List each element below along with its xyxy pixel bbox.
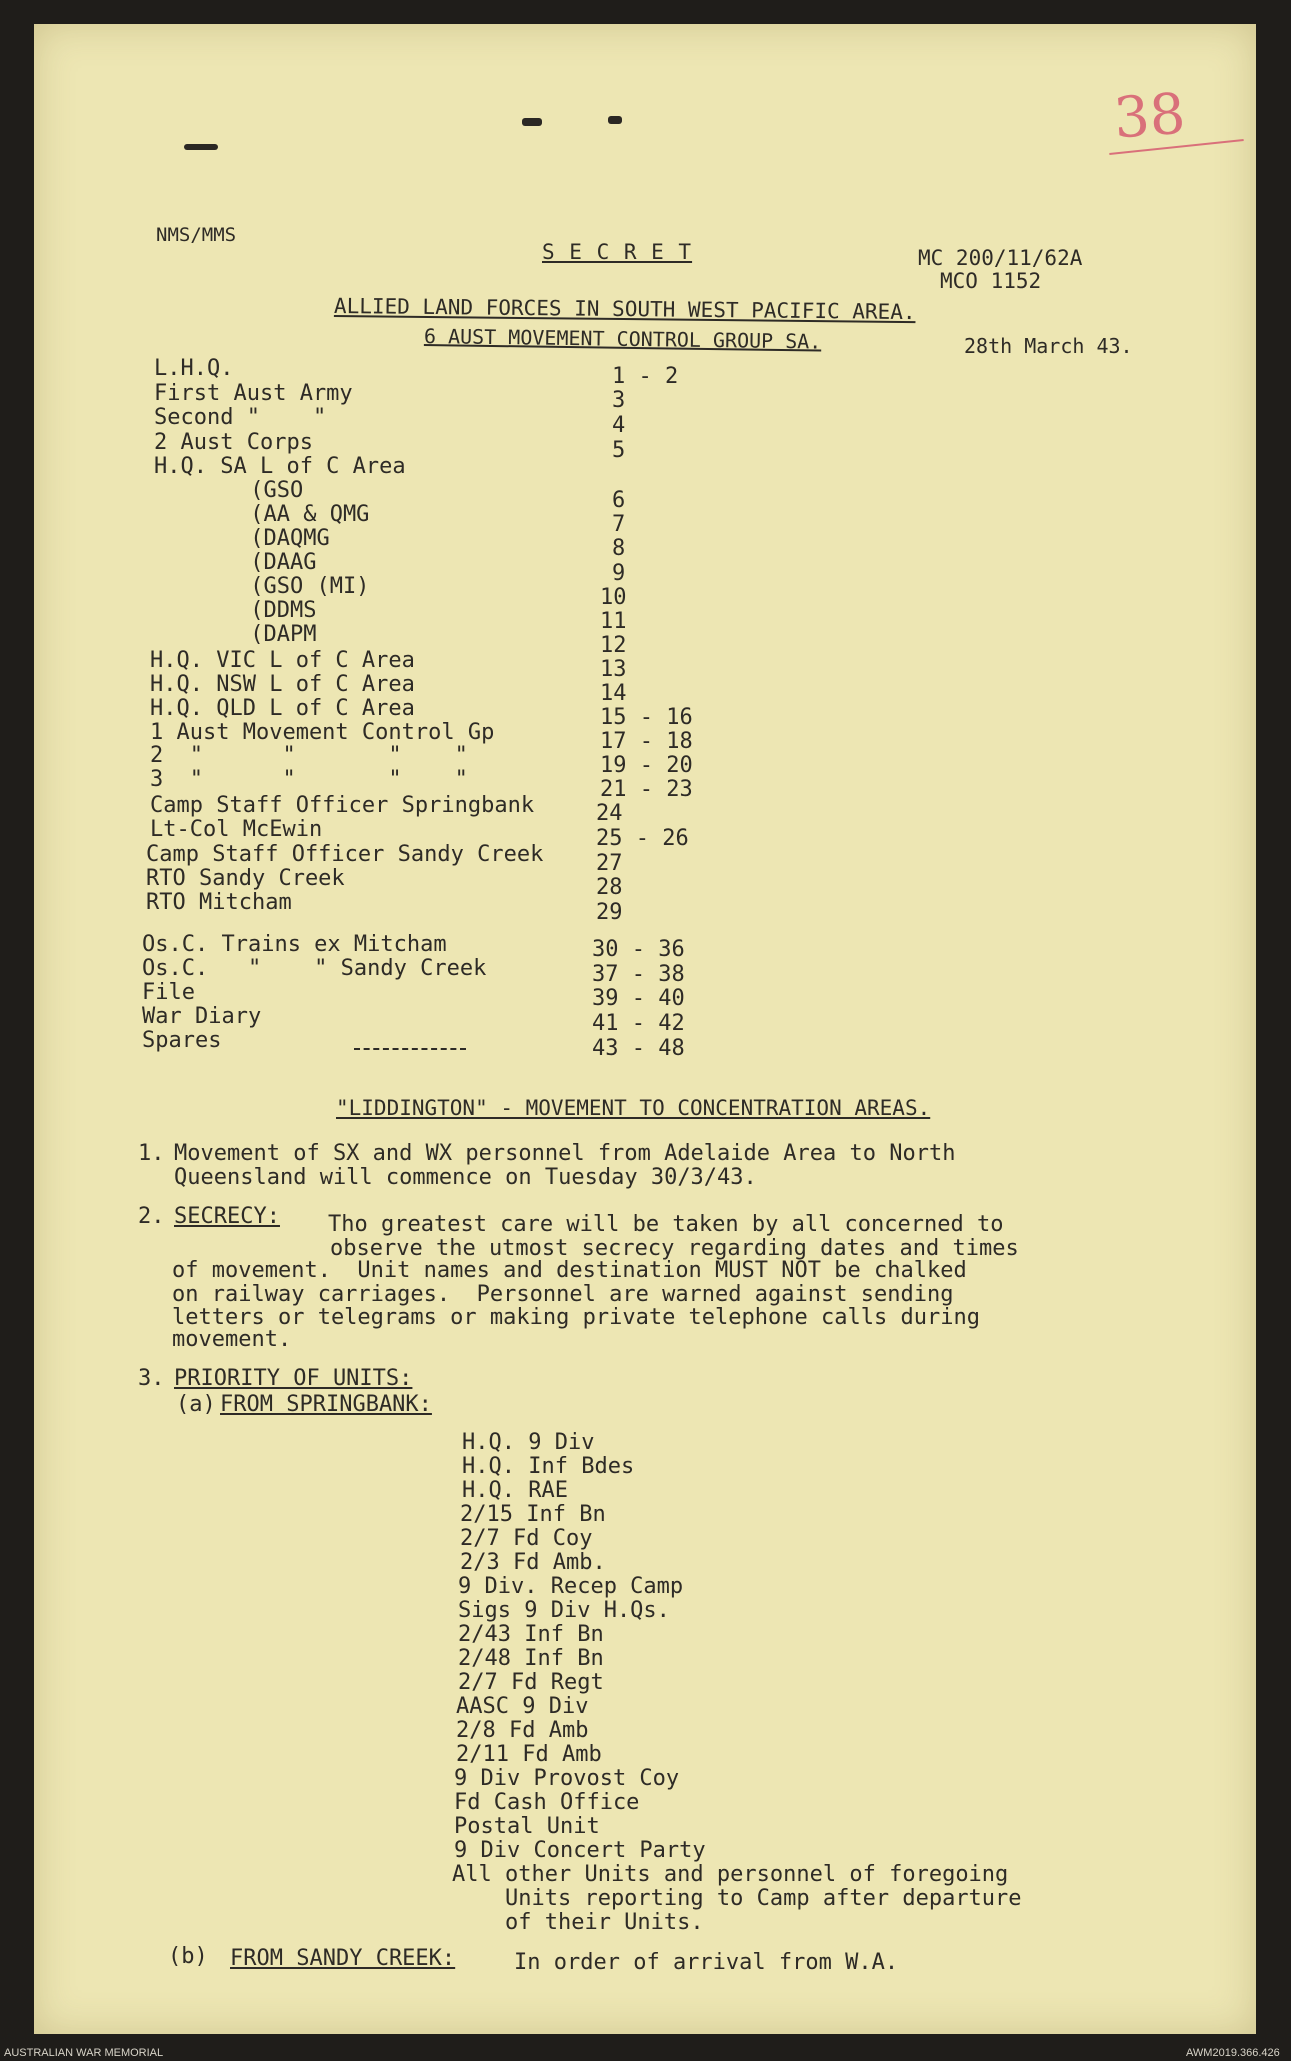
distribution-name: (GSO (MI) <box>184 574 370 599</box>
separator-line <box>354 1048 466 1050</box>
distribution-name: Camp Staff Officer Springbank <box>150 793 535 818</box>
distribution-copies: 4 <box>612 413 626 438</box>
distribution-copies: 8 <box>612 536 626 561</box>
distribution-copies: 17 - 18 <box>600 729 693 754</box>
sub-b-heading: FROM SANDY CREEK: <box>230 1946 456 1971</box>
distribution-copies: 11 <box>600 609 627 634</box>
distribution-name: Lt-Col McEwin <box>150 817 323 842</box>
distribution-name: (GSO <box>184 478 304 503</box>
sub-a-heading: FROM SPRINGBANK: <box>220 1392 432 1417</box>
distribution-copies: 14 <box>600 681 627 706</box>
distribution-name: (DAAG <box>184 550 317 575</box>
unit-item: 2/8 Fd Amb <box>456 1718 589 1743</box>
unit-item: 2/43 Inf Bn <box>458 1622 604 1647</box>
para-2-line: on railway carriages. Personnel are warned against sending <box>172 1282 954 1307</box>
para-2-line: of movement. Unit names and destination MUST NOT be chalked <box>172 1258 967 1283</box>
unit-item: Postal Unit <box>454 1814 600 1839</box>
unit-item: H.Q. RAE <box>462 1478 568 1503</box>
distribution-name: 1 Aust Movement Control Gp <box>150 720 495 745</box>
distribution-name: L.H.Q. <box>154 356 234 381</box>
distribution-name: Os.C. " " Sandy Creek <box>142 956 487 981</box>
distribution-name: Second " " <box>154 405 327 430</box>
staple-mark <box>522 118 542 126</box>
para-1-line: Movement of SX and WX personnel from Adelaide Area to North <box>174 1141 956 1166</box>
distribution-name: H.Q. SA L of C Area <box>154 454 406 479</box>
distribution-name: File <box>142 980 195 1005</box>
distribution-copies: 25 - 26 <box>596 826 689 851</box>
distribution-copies: 7 <box>612 512 626 537</box>
distribution-copies: 15 - 16 <box>600 705 693 730</box>
unit-item: 9 Div Concert Party <box>454 1838 706 1863</box>
unit-item: 2/7 Fd Coy <box>460 1526 593 1551</box>
distribution-copies: 30 - 36 <box>592 937 685 962</box>
distribution-copies: 27 <box>596 851 623 876</box>
document-page <box>34 24 1256 2034</box>
reference-left: NMS/MMS <box>156 224 237 246</box>
para-2-line: letters or telegrams or making private telephone calls during <box>172 1305 980 1330</box>
distribution-copies: 6 <box>612 488 626 513</box>
distribution-copies: 3 <box>612 388 626 413</box>
unit-item: 9 Div. Recep Camp <box>458 1574 684 1599</box>
para-2-heading: SECRECY: <box>174 1204 280 1229</box>
pencil-folio-number: 38 <box>1111 81 1188 152</box>
distribution-name: RTO Mitcham <box>146 890 292 915</box>
distribution-name: (DAQMG <box>184 526 330 551</box>
document-title: ALLIED LAND FORCES IN SOUTH WEST PACIFIC AREA. <box>333 294 916 325</box>
para-2-first-line: Tho greatest care will be taken by all concerned to <box>328 1212 1004 1237</box>
footer-right: AWM2019.366.426 <box>1186 2047 1280 2059</box>
sub-a-label: (a) <box>176 1392 216 1417</box>
sub-b-label: (b) <box>168 1944 208 1969</box>
unit-item: 2/7 Fd Regt <box>458 1670 604 1695</box>
distribution-name: 2 Aust Corps <box>154 430 313 455</box>
staple-mark <box>184 144 218 150</box>
para-2-line: movement. <box>172 1327 292 1352</box>
classification: S E C R E T <box>542 240 693 264</box>
distribution-copies: 5 <box>612 438 626 463</box>
unit-item: Sigs 9 Div H.Qs. <box>458 1598 670 1623</box>
unit-item: 2/11 Fd Amb <box>456 1742 602 1767</box>
distribution-copies: 28 <box>596 875 623 900</box>
para-1-number: 1. <box>138 1141 165 1166</box>
distribution-name: H.Q. NSW L of C Area <box>150 672 415 697</box>
unit-item: AASC 9 Div <box>456 1694 589 1719</box>
document-subtitle: 6 AUST MOVEMENT CONTROL GROUP SA. <box>423 324 822 354</box>
section-title: "LIDDINGTON" - MOVEMENT TO CONCENTRATION AREAS. <box>336 1096 931 1120</box>
staple-mark <box>608 116 622 124</box>
para-2-number: 2. <box>138 1204 165 1229</box>
unit-item: H.Q. Inf Bdes <box>462 1454 635 1479</box>
sub-b-text: In order of arrival from W.A. <box>514 1950 899 1975</box>
distribution-name: Camp Staff Officer Sandy Creek <box>146 842 544 867</box>
distribution-copies: 43 - 48 <box>592 1036 685 1061</box>
distribution-name: H.Q. VIC L of C Area <box>150 648 415 673</box>
distribution-name: H.Q. QLD L of C Area <box>150 696 415 721</box>
distribution-name: War Diary <box>142 1004 262 1029</box>
distribution-copies: 19 - 20 <box>600 753 693 778</box>
distribution-copies: 29 <box>596 900 623 925</box>
distribution-name: Spares <box>142 1028 222 1053</box>
unit-item: of their Units. <box>452 1910 704 1935</box>
unit-item: 2/3 Fd Amb. <box>460 1550 606 1575</box>
distribution-name: 3 " " " " <box>150 767 468 792</box>
unit-item: H.Q. 9 Div <box>462 1430 595 1455</box>
para-2-line: observe the utmost secrecy regarding dates and times <box>330 1236 1019 1261</box>
distribution-copies: 9 <box>612 561 626 586</box>
para-1-line: Queensland will commence on Tuesday 30/3/43. <box>174 1165 757 1190</box>
distribution-name: RTO Sandy Creek <box>146 866 345 891</box>
para-3-heading: PRIORITY OF UNITS: <box>174 1366 413 1391</box>
distribution-name: First Aust Army <box>154 381 353 406</box>
distribution-name: (DAPM <box>184 622 317 647</box>
unit-item: All other Units and personnel of foregoing <box>452 1862 1009 1887</box>
distribution-name: 2 " " " " <box>150 743 468 768</box>
distribution-name: Os.C. Trains ex Mitcham <box>142 932 447 957</box>
para-3-number: 3. <box>138 1366 165 1391</box>
distribution-copies: 21 - 23 <box>600 777 693 802</box>
unit-item: Units reporting to Camp after departure <box>452 1886 1022 1911</box>
distribution-copies: 12 <box>600 633 627 658</box>
distribution-name: (DDMS <box>184 598 317 623</box>
distribution-copies: 1 - 2 <box>612 364 679 389</box>
unit-item: Fd Cash Office <box>454 1790 640 1815</box>
distribution-copies: 37 - 38 <box>592 962 685 987</box>
distribution-copies: 24 <box>596 801 623 826</box>
distribution-name: (AA & QMG <box>184 502 370 527</box>
distribution-copies: 41 - 42 <box>592 1011 685 1036</box>
distribution-copies: 10 <box>600 585 627 610</box>
unit-item: 2/48 Inf Bn <box>458 1646 604 1671</box>
reference-right-1: MC 200/11/62A <box>918 246 1083 270</box>
document-date: 28th March 43. <box>964 334 1133 358</box>
unit-item: 2/15 Inf Bn <box>460 1502 606 1527</box>
unit-item: 9 Div Provost Coy <box>454 1766 680 1791</box>
reference-right-2: MCO 1152 <box>940 269 1042 293</box>
distribution-copies: 13 <box>600 657 627 682</box>
distribution-copies: 39 - 40 <box>592 986 685 1011</box>
footer-left: AUSTRALIAN WAR MEMORIAL <box>4 2047 164 2059</box>
